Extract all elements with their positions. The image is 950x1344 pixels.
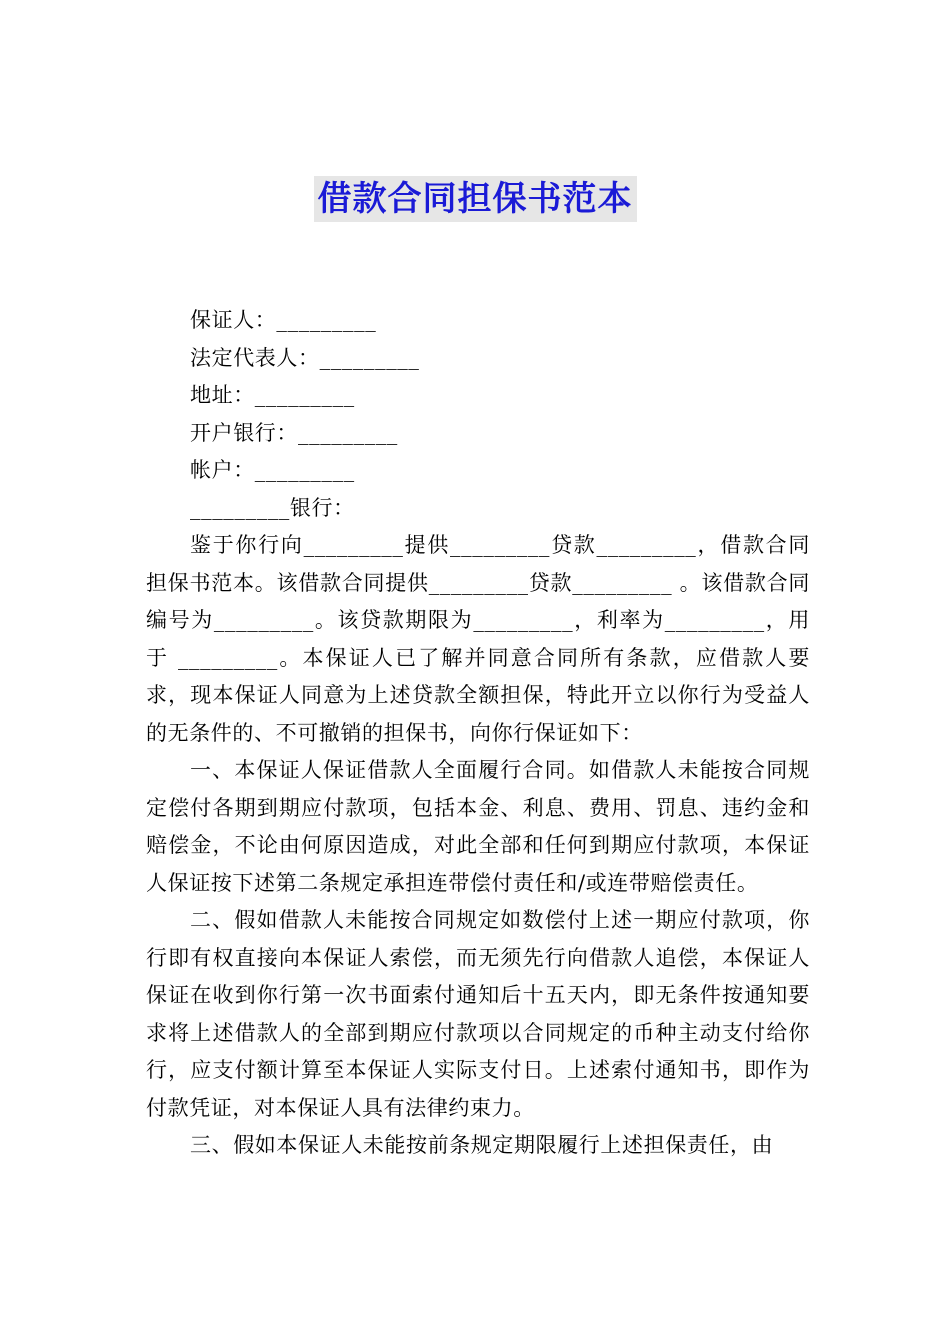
document-title: 借款合同担保书范本: [314, 176, 637, 222]
field-address: 地址：_________: [190, 383, 355, 407]
field-addressee-bank: _________银行：: [190, 495, 355, 520]
paragraph-clause-3: 三、假如本保证人未能按前条规定期限履行上述担保责任，由: [190, 1133, 774, 1157]
field-account: 帐户：_________: [190, 458, 355, 482]
field-guarantor: 保证人：_________: [190, 308, 377, 332]
field-opening-bank: 开户银行：_________: [190, 420, 398, 445]
field-legal-representative: 法定代表人：_________: [190, 345, 420, 370]
title-area: [0, 176, 950, 222]
paragraph-preamble: 鉴于你行向_________提供_________贷款_________，借款合同担保书范本。该借款合同提供_________贷款_________ 。该借款合同编号为_________。该贷款期限为_________，利率为_________，用于 _________。本保证人已了解并同意合同所有条款，应借款人要求，现本保证人同意为上述贷款全额担保，特此开立以你行为受益人的无条件的、不可撤销的担保书，向你行保证如下：: [146, 533, 810, 745]
paragraph-clause-1: 一、本保证人保证借款人全面履行合同。如借款人未能按合同规定偿付各期到期应付款项，包括本金、利息、费用、罚息、违约金和赔偿金，不论由何原因造成，对此全部和任何到期应付款项，本保证人保证按下述第二条规定承担连带偿付责任和/或连带赔偿责任。: [146, 758, 810, 895]
paragraph-clause-2: 二、假如借款人未能按合同规定如数偿付上述一期应付款项，你行即有权直接向本保证人索偿，而无须先行向借款人追偿，本保证人保证在收到你行第一次书面索付通知后十五天内，即无条件按通知要求将上述借款人的全部到期应付款项以合同规定的币种主动支付给你行，应支付额计算至本保证人实际支付日。上述索付通知书，即作为付款凭证，对本保证人具有法律约束力。: [146, 908, 810, 1120]
document-body: [146, 302, 810, 1165]
